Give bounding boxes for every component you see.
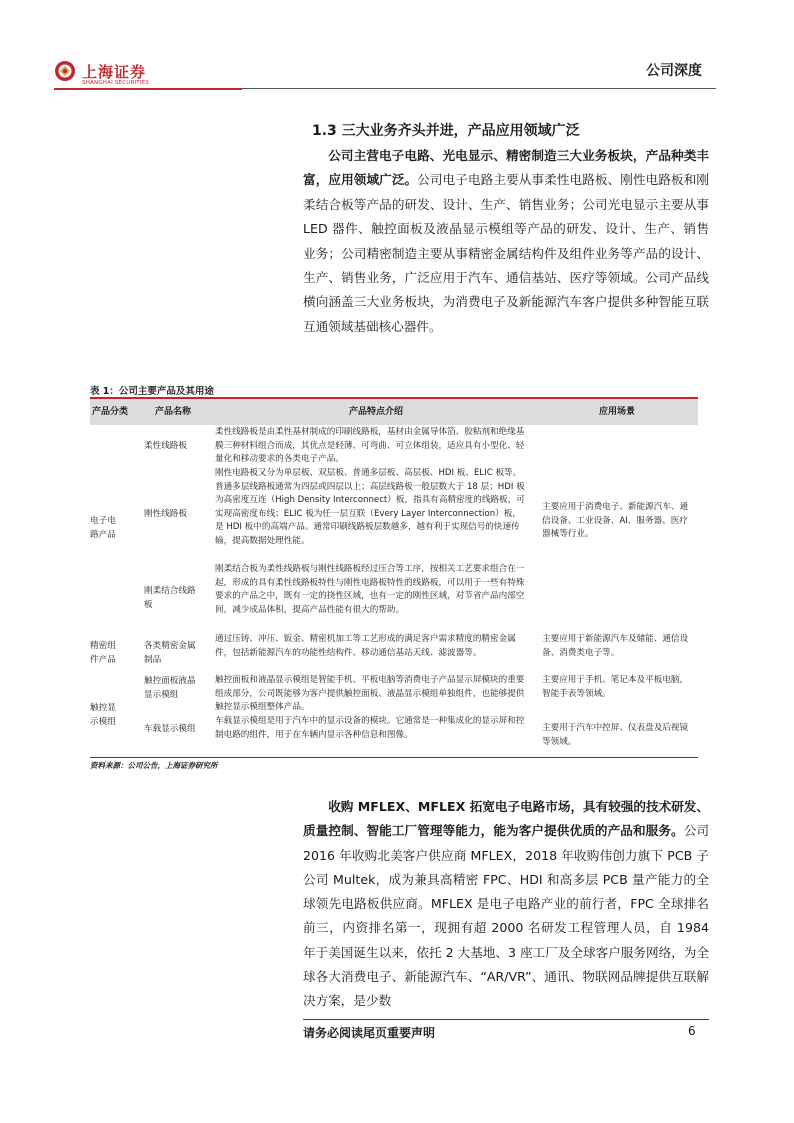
table-header-row [90, 399, 698, 425]
table-header-category: 产品分类 [91, 406, 128, 417]
table-cell-feature: 柔性线路板是由柔性基材制成的印刷线路板，基材由金属导体箔、胶粘剂和绝缘基膜三种材料组合而成，其优点是轻薄、可弯曲、可立体组装，适应具有小型化、轻量化和移动要求的各类电子产品。 [215, 427, 525, 464]
table-cell-application: 主要应用于新能源汽车及储能、通信设备、消费类电子等。 [542, 634, 689, 658]
table-cell-feature: 刚性电路板又分为单层板、双层板、普通多层板、高层板、HDI 板、ELIC 板等。普通多层线路板通常为四层或四层以上；高层线路板一般层数大于 18 层；HDI 板为高密度互连（High Density Interconnect）板，指具有高精密度的线路板，可实现高密度布线；ELIC 板为任一层互联（Every Layer Interconnection）板，是 HDI 板中的高端产品。通常印刷线路板层数越多，越有利于实现信号的快速传输，提高数据处理性能。 [215, 468, 525, 546]
brand-name: 上海证券 [82, 63, 147, 81]
table-cell-product: 刚柔结合线路板 [144, 586, 196, 610]
table-caption: 表 1：公司主要产品及其用途 [90, 386, 214, 397]
table-header-features: 产品特点介绍 [348, 406, 403, 417]
table-cell-product: 车载显示模组 [144, 724, 196, 734]
table-header-applications: 应用场景 [598, 406, 635, 417]
page-number: 6 [688, 1024, 696, 1038]
paragraph-business-overview [303, 144, 709, 339]
table-cell-feature: 通过压铸、冲压、钣金、精密机加工等工艺形成的满足客户需求精度的精密金属件，包括新能源汽车的功能性结构件、移动通信基站天线、滤波器等。 [215, 634, 516, 658]
section-title: 1.3 三大业务齐头并进，产品应用领域广泛 [312, 123, 580, 139]
shanghai-securities-logo-icon [54, 60, 76, 82]
table-bottom-rule [90, 757, 698, 758]
footer-rule [303, 1019, 709, 1020]
table-cell-category: 触控显示模组 [90, 703, 116, 727]
table-cell-feature: 刚柔结合板为柔性线路板与刚性线路板经过压合等工序，按相关工艺要求组合在一起，形成的具有柔性线路板特性与刚性电路板特性的线路板，可以用于一些有特殊要求的产品之中，既有一定的挠性区域，也有一定的刚性区域，对节省产品内部空间，减少成品体积，提高产品性能有很大的帮助。 [215, 564, 525, 615]
table-source: 资料来源：公司公告，上海证券研究所 [90, 761, 218, 770]
table-cell-application: 主要用于汽车中控屏、仪表盘及后视镜等领域。 [542, 723, 689, 747]
table-cell-product: 刚性线路板 [144, 509, 187, 519]
table-cell-application: 主要应用于手机、笔记本及平板电脑，智能手表等领域。 [542, 675, 689, 699]
table-cell-product: 各类精密金属制品 [144, 641, 196, 665]
table-cell-category: 精密组件产品 [90, 641, 116, 665]
table-cell-feature: 车载显示模组是用于汽车中的显示设备的模块。它通常是一种集成化的显示屏和控制电路的组件，用于在车辆内显示各种信息和图像。 [215, 716, 525, 740]
table-header-product: 产品名称 [154, 406, 191, 417]
paragraph-body: 公司电子电路主要从事柔性电路板、刚性电路板和刚柔结合板等产品的研发、设计、生产、销售业务；公司光电显示主要从事 LED 器件、触控面板及液晶显示模组等产品的研发、设计、生产、销售业务；公司精密制造主要从事精密金属结构件及组件业务等产品的设计、生产、销售业务，广泛应用于汽车、通信基站、医疗等领域。公司产品线横向涵盖三大业务板块，为消费电子及新能源汽车客户提供多种智能互联互通领域基础核心器件。 [303, 172, 710, 334]
table-cell-category: 电子电路产品 [90, 516, 116, 540]
paragraph-lead: 收购 MFLEX、MFLEX 拓宽电子电路市场，具有较强的技术研发、质量控制、智能工厂管理等能力，能为客户提供优质的产品和服务。 [303, 799, 709, 839]
header-rule-accent [54, 88, 242, 90]
footer-notice: 请务必阅读尾页重要声明 [303, 1026, 436, 1040]
table-cell-product: 触控面板液晶显示模组 [144, 676, 196, 700]
paragraph-lead: 公司主营电子电路、光电显示、精密制造三大业务板块，产品种类丰富，应用领域广泛。 [303, 148, 709, 188]
paragraph-body: 公司 2016 年收购北美客户供应商 MFLEX，2018 年收购伟创力旗下 PCB 子公司 Multek，成为兼具高精密 FPC、HDI 和高多层 PCB 量产能力的全球领先电路板供应商。MFLEX 是电子电路产业的前行者，FPC 全球排名前三，内资排名第一，现拥有超 2000 名研发工程管理人员，自 1984 年于美国诞生以来，依托 2 大基地、3 座工厂及全球客户服务网络，为全球各大消费电子、新能源汽车、“AR/VR”、通讯、物联网品牌提供互联解决方案，是少数 [303, 823, 710, 1009]
paragraph-mflex [303, 795, 709, 1014]
header-rule [242, 88, 716, 89]
table-cell-application: 主要应用于消费电子、新能源汽车、通信设备、工业设备、AI、服务器、医疗器械等行业。 [542, 502, 689, 539]
report-type: 公司深度 [646, 63, 702, 79]
brand-name-en: SHANGHAI SECURITIES [82, 80, 150, 86]
table-cell-feature: 触控面板和液晶显示模组是智能手机、平板电脑等消费电子产品显示屏模块的重要组成部分，公司既能够为客户提供触控面板、液晶显示模组单独组件，也能够提供触控显示模组整体产品。 [215, 675, 525, 712]
table-cell-product: 柔性线路板 [144, 441, 187, 451]
